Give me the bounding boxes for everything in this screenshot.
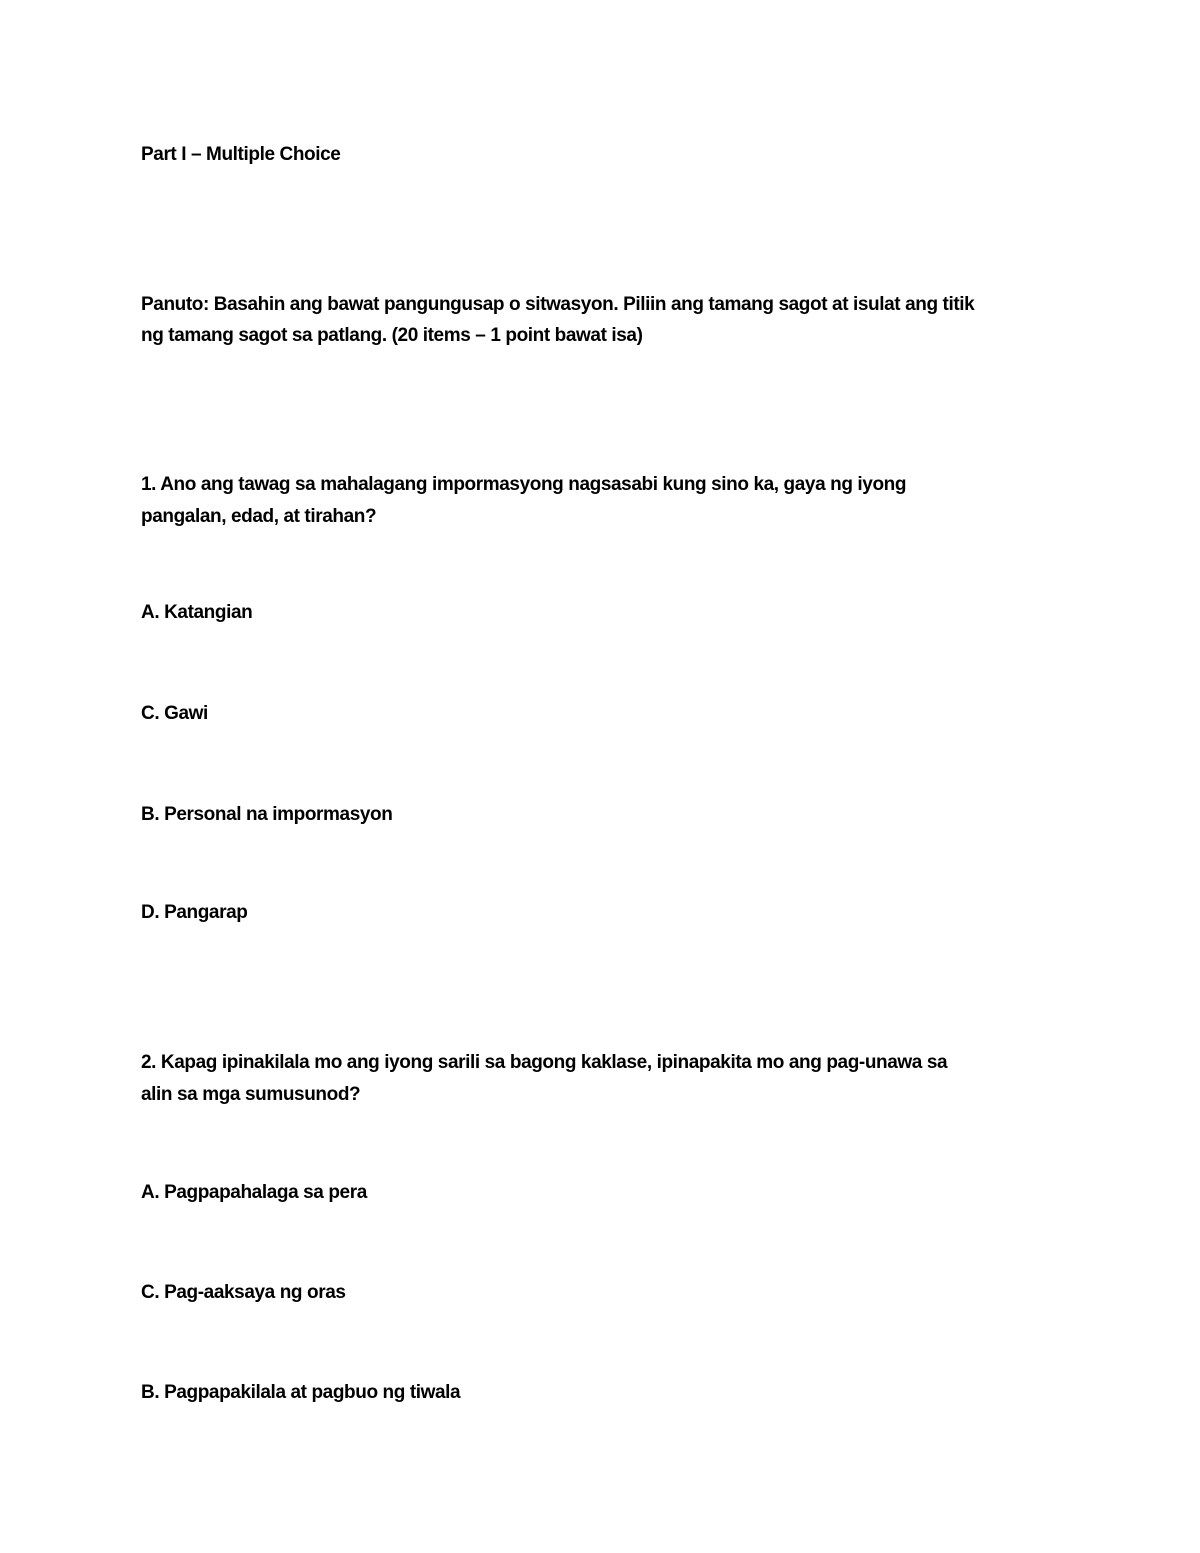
question-text-line-1: 2. Kapag ipinakilala mo ang iyong sarili sa bagong kaklase, ipinapakita mo ang pag-unawa sa [141, 1052, 948, 1073]
option-b: B. Personal na impormasyon [141, 804, 393, 825]
instructions-line-1: Panuto: Basahin ang bawat pangungusap o sitwasyon. Piliin ang tamang sagot at isulat ang titik [141, 294, 975, 315]
option-a: A. Pagpapahalaga sa pera [141, 1182, 367, 1203]
part-title: Part I – Multiple Choice [141, 144, 341, 165]
option-c: C. Pag-aaksaya ng oras [141, 1282, 346, 1303]
option-c: C. Gawi [141, 703, 208, 724]
question-text-line-1: 1. Ano ang tawag sa mahalagang impormasyong nagsasabi kung sino ka, gaya ng iyong [141, 474, 907, 495]
question-text-line-2: alin sa mga sumusunod? [141, 1084, 361, 1105]
option-b: B. Pagpapakilala at pagbuo ng tiwala [141, 1382, 461, 1403]
instructions-line-2: ng tamang sagot sa patlang. (20 items – 1 point bawat isa) [141, 325, 643, 346]
option-a: A. Katangian [141, 602, 253, 623]
option-d: D. Pangarap [141, 902, 248, 923]
question-text-line-2: pangalan, edad, at tirahan? [141, 506, 377, 527]
